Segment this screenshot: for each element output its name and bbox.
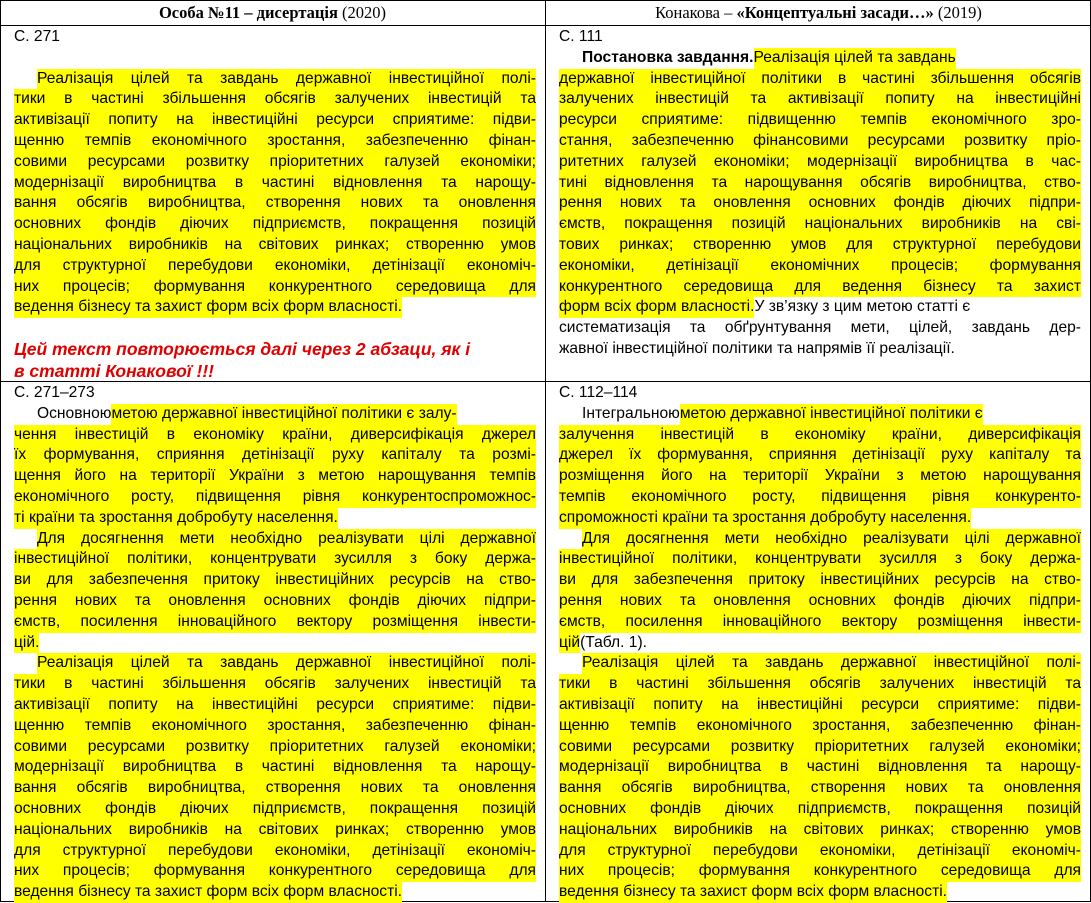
text-line bbox=[14, 882, 536, 903]
text-line bbox=[14, 633, 536, 654]
text-line bbox=[559, 235, 1081, 256]
warning-line-1: Цей текст повторюється далі через 2 абзаци, як і bbox=[14, 339, 471, 359]
text-segment: У зв’язку з цим метою статті є bbox=[754, 298, 971, 316]
table-column-divider bbox=[545, 0, 546, 902]
left-header-type: – дисертація bbox=[240, 3, 338, 22]
text-segment: цій. bbox=[14, 633, 39, 654]
text-line bbox=[559, 570, 1081, 591]
text-line bbox=[559, 695, 1081, 716]
text-line bbox=[14, 549, 536, 570]
text-line bbox=[559, 612, 1081, 633]
text-segment: них процесів; формування конкурентного середовища для bbox=[14, 861, 536, 882]
text-segment: національних виробників на світових ринках; створенню умов bbox=[14, 235, 536, 256]
text-line bbox=[559, 716, 1081, 737]
text-segment: совими ресурсами розвитку пріоритетних галузей економіки; bbox=[14, 152, 536, 173]
text-segment: совими ресурсами розвитку пріоритетних галузей економіки; bbox=[14, 737, 536, 758]
text-segment: ресурси сприятиме: підвищенню темпів економічного зро- bbox=[559, 110, 1081, 131]
text-line bbox=[14, 529, 536, 550]
page-reference: С. 111 bbox=[559, 28, 603, 45]
text-segment: інвестиційної політики, концентрувати зусилля з боку держа- bbox=[559, 549, 1081, 570]
text-segment: вання обсягів виробництва, створення нових та оновлення bbox=[14, 193, 536, 214]
text-segment: тових ринках; створенню умов для структурної перебудови bbox=[559, 235, 1081, 256]
left-header-person: Особа №11 bbox=[158, 3, 241, 22]
warning-line-2: в статті Конакової !!! bbox=[14, 361, 214, 381]
text-line bbox=[14, 69, 536, 90]
text-line bbox=[14, 716, 536, 737]
text-line bbox=[559, 529, 1081, 550]
text-line bbox=[14, 48, 536, 69]
table-border-top bbox=[0, 0, 1091, 1]
text-line bbox=[559, 214, 1081, 235]
text-line bbox=[14, 778, 536, 799]
text-line bbox=[14, 193, 536, 214]
text-segment: активізації попиту на інвестиційні ресурси сприятиме: підви- bbox=[559, 695, 1081, 716]
text-segment: ведення бізнесу та захист форм всіх форм власності. bbox=[14, 297, 402, 318]
cell-article-p111 bbox=[559, 27, 1081, 360]
text-line bbox=[559, 882, 1081, 903]
text-segment: Реалізація цілей та завдань bbox=[754, 48, 956, 69]
text-segment: Для досягнення мети необхідно реалізувати цілі державної bbox=[37, 529, 536, 550]
text-line bbox=[559, 193, 1081, 214]
text-segment: ведення бізнесу та захист форм всіх форм власності. bbox=[14, 882, 402, 903]
text-line bbox=[14, 737, 536, 758]
page-reference: С. 271–273 bbox=[14, 384, 95, 401]
text-segment: для структурної перебудови економіки, детінізації економіч- bbox=[559, 841, 1081, 862]
text-line bbox=[559, 549, 1081, 570]
text-segment: щення його на території України з метою нарощування темпів bbox=[14, 466, 536, 487]
text-segment: Інтегральною bbox=[582, 404, 680, 422]
text-line bbox=[14, 591, 536, 612]
text-line bbox=[559, 508, 1081, 529]
text-line bbox=[559, 445, 1081, 466]
text-segment: тині відновлення та нарощування обсягів виробництва, ство- bbox=[559, 173, 1081, 194]
text-line bbox=[14, 152, 536, 173]
text-segment: ритетних галузей економіки; модернізації виробництва в час- bbox=[559, 152, 1081, 173]
text-segment: інвестиційної політики, концентрувати зусилля з боку держа- bbox=[14, 549, 536, 570]
text-line bbox=[14, 653, 536, 674]
text-segment: тики в частині збільшення обсягів залучених інвестицій та bbox=[14, 674, 536, 695]
text-line bbox=[559, 69, 1081, 90]
text-segment: основних фондів діючих підприємств, покращення позицій bbox=[559, 799, 1081, 820]
text-line bbox=[14, 799, 536, 820]
text-segment: Основною bbox=[37, 404, 112, 422]
text-segment: модернізації виробництва в частині відновлення та нарощу- bbox=[14, 757, 536, 778]
text-line bbox=[14, 695, 536, 716]
text-segment: Реалізація цілей та завдань державної інвестиційної полі- bbox=[37, 69, 536, 90]
text-line bbox=[14, 674, 536, 695]
text-line bbox=[559, 674, 1081, 695]
text-line bbox=[559, 131, 1081, 152]
text-segment: рення нових та оновлення основних фондів діючих підпри- bbox=[559, 591, 1081, 612]
text-segment: джерел їх формування, сприяння детінізації руху капіталу та bbox=[559, 445, 1081, 466]
text-segment: активізації попиту на інвестиційні ресурси сприятиме: підви- bbox=[14, 110, 536, 131]
text-segment: основних фондів діючих підприємств, покращення позицій bbox=[14, 214, 536, 235]
text-line bbox=[559, 425, 1081, 446]
text-line bbox=[559, 404, 1081, 425]
header-divider bbox=[0, 25, 1091, 26]
text-segment: їх формування, сприяння детінізації руху капіталу та розмі- bbox=[14, 445, 536, 466]
text-segment: залучення інвестицій в економіку країни, диверсифікація bbox=[559, 425, 1081, 446]
text-line bbox=[559, 653, 1081, 674]
right-header-year: (2019) bbox=[933, 3, 982, 22]
text-segment: совими ресурсами розвитку пріоритетних галузей економіки; bbox=[559, 737, 1081, 758]
text-line bbox=[14, 173, 536, 194]
text-line bbox=[14, 570, 536, 591]
table-border-left bbox=[0, 0, 1, 902]
text-segment: тики в частині збільшення обсягів залучених інвестицій та bbox=[559, 674, 1081, 695]
text-line bbox=[559, 861, 1081, 882]
text-segment: ті країни та зростання добробуту населення. bbox=[14, 508, 338, 529]
text-line bbox=[14, 214, 536, 235]
text-line bbox=[559, 757, 1081, 778]
text-line bbox=[14, 508, 536, 529]
text-line bbox=[14, 820, 536, 841]
text-segment: Реалізація цілей та завдань державної інвестиційної полі- bbox=[37, 653, 536, 674]
text-segment: ємств, посилення інноваційного вектору розміщення інвести- bbox=[14, 612, 536, 633]
text-line bbox=[559, 173, 1081, 194]
text-line bbox=[14, 277, 536, 298]
page-reference: С. 271 bbox=[14, 28, 60, 45]
right-header-author: Конакова – bbox=[655, 3, 737, 22]
text-segment: спроможності країни та зростання добробуту населення. bbox=[559, 508, 971, 529]
text-line bbox=[14, 256, 536, 277]
cell-dissertation-p271 bbox=[14, 27, 536, 318]
text-line bbox=[559, 110, 1081, 131]
text-line bbox=[559, 256, 1081, 277]
text-segment: Постановка завдання. bbox=[582, 48, 754, 66]
text-line bbox=[559, 89, 1081, 110]
cell-article-p112-114 bbox=[559, 383, 1081, 903]
text-line bbox=[559, 487, 1081, 508]
text-segment: економічного росту, підвищення рівня конкурентоспроможнос- bbox=[14, 487, 536, 508]
text-line bbox=[14, 466, 536, 487]
text-segment: для структурної перебудови економіки, детінізації економіч- bbox=[14, 841, 536, 862]
text-segment: щенню темпів економічного зростання, забезпеченню фінан- bbox=[559, 716, 1081, 737]
text-line bbox=[559, 297, 1081, 318]
text-line bbox=[559, 778, 1081, 799]
text-line bbox=[14, 487, 536, 508]
text-segment: темпів економічного росту, підвищення рівня конкуренто- bbox=[559, 487, 1081, 508]
text-line bbox=[559, 466, 1081, 487]
left-column-header bbox=[0, 3, 545, 23]
text-segment: Реалізація цілей та завдань державної інвестиційної полі- bbox=[582, 653, 1081, 674]
text-line bbox=[14, 297, 536, 318]
plagiarism-warning-note bbox=[14, 338, 540, 382]
page-reference: С. 112–114 bbox=[559, 384, 638, 401]
text-segment: ви для забезпечення притоку інвестиційних ресурсів на ство- bbox=[559, 570, 1081, 591]
text-segment: національних виробників на світових ринках; створенню умов bbox=[14, 820, 536, 841]
text-segment: стання, забезпеченню фінансовими ресурсами розвитку пріо- bbox=[559, 131, 1081, 152]
text-segment: модернізації виробництва в частині відновлення та нарощу- bbox=[14, 173, 536, 194]
text-line bbox=[559, 799, 1081, 820]
text-line bbox=[14, 757, 536, 778]
text-segment: систематизація та обґрунтування мети, цілей, завдань дер- bbox=[559, 319, 1081, 337]
text-segment: метою державної інвестиційної політики є bbox=[680, 404, 983, 425]
text-line bbox=[14, 89, 536, 110]
text-segment: рення нових та оновлення основних фондів діючих підпри- bbox=[559, 193, 1081, 214]
text-line bbox=[559, 820, 1081, 841]
text-segment: ви для забезпечення притоку інвестиційних ресурсів на ство- bbox=[14, 570, 536, 591]
text-segment: для структурної перебудови економіки, детінізації економіч- bbox=[14, 256, 536, 277]
text-line bbox=[559, 841, 1081, 862]
text-line bbox=[559, 633, 1081, 654]
text-segment: державної інвестиційної політики в частині збільшення обсягів bbox=[559, 69, 1081, 90]
text-segment: активізації попиту на інвестиційні ресурси сприятиме: підви- bbox=[14, 695, 536, 716]
text-segment: метою державної інвестиційної політики є залу- bbox=[111, 404, 456, 425]
text-segment: щенню темпів економічного зростання, забезпеченню фінан- bbox=[14, 131, 536, 152]
text-line bbox=[559, 737, 1081, 758]
right-column-header bbox=[546, 3, 1091, 23]
text-line bbox=[14, 612, 536, 633]
text-line bbox=[14, 404, 536, 425]
text-line bbox=[14, 235, 536, 256]
text-line bbox=[559, 152, 1081, 173]
text-segment: вання обсягів виробництва, створення нових та оновлення bbox=[14, 778, 536, 799]
text-segment: них процесів; формування конкурентного середовища для bbox=[14, 277, 536, 298]
left-header-year: (2020) bbox=[337, 3, 387, 22]
text-segment: залучених інвестицій та активізації попиту на інвестиційні bbox=[559, 89, 1081, 110]
text-segment: основних фондів діючих підприємств, покращення позицій bbox=[14, 799, 536, 820]
text-line bbox=[559, 318, 1081, 339]
text-segment: економіки, детінізації економічних процесів; формування bbox=[559, 256, 1081, 277]
text-line bbox=[14, 861, 536, 882]
text-line bbox=[14, 445, 536, 466]
text-line bbox=[14, 110, 536, 131]
cell-dissertation-p271-273 bbox=[14, 383, 536, 903]
text-segment: тики в частині збільшення обсягів залучених інвестицій та bbox=[14, 89, 536, 110]
text-line bbox=[14, 841, 536, 862]
text-segment: них процесів; формування конкурентного середовища для bbox=[559, 861, 1081, 882]
text-segment: вання обсягів виробництва, створення нових та оновлення bbox=[559, 778, 1081, 799]
text-segment: щенню темпів економічного зростання, забезпеченню фінан- bbox=[14, 716, 536, 737]
text-segment: розміщення його на території України з метою нарощування bbox=[559, 466, 1081, 487]
text-line bbox=[559, 277, 1081, 298]
text-segment: Для досягнення мети необхідно реалізувати цілі державної bbox=[582, 529, 1081, 550]
text-segment: чення інвестицій в економіку країни, диверсифікація джерел bbox=[14, 425, 536, 446]
text-segment: жавної інвестиційної політики та напрямів її реалізації. bbox=[559, 339, 955, 357]
text-segment: форм всіх форм власності. bbox=[559, 297, 754, 318]
text-segment: ємств, посилення інноваційного вектору розміщення інвести- bbox=[559, 612, 1081, 633]
text-segment: конкурентного середовища для ведення бізнесу та захист bbox=[559, 277, 1081, 298]
text-segment: ємств, покращення позицій національних виробників на сві- bbox=[559, 214, 1081, 235]
text-segment: цій bbox=[559, 633, 580, 654]
text-line bbox=[559, 591, 1081, 612]
text-segment: (Табл. 1). bbox=[580, 633, 647, 651]
text-line bbox=[14, 425, 536, 446]
text-segment: рення нових та оновлення основних фондів діючих підпри- bbox=[14, 591, 536, 612]
text-segment: національних виробників на світових ринках; створенню умов bbox=[559, 820, 1081, 841]
text-line bbox=[559, 339, 1081, 360]
text-line bbox=[14, 131, 536, 152]
right-header-title: «Концептуальні засади…» bbox=[736, 3, 934, 22]
text-segment: ведення бізнесу та захист форм всіх форм власності. bbox=[559, 882, 947, 903]
text-line bbox=[559, 48, 1081, 69]
text-segment: модернізації виробництва в частині відновлення та нарощу- bbox=[559, 757, 1081, 778]
